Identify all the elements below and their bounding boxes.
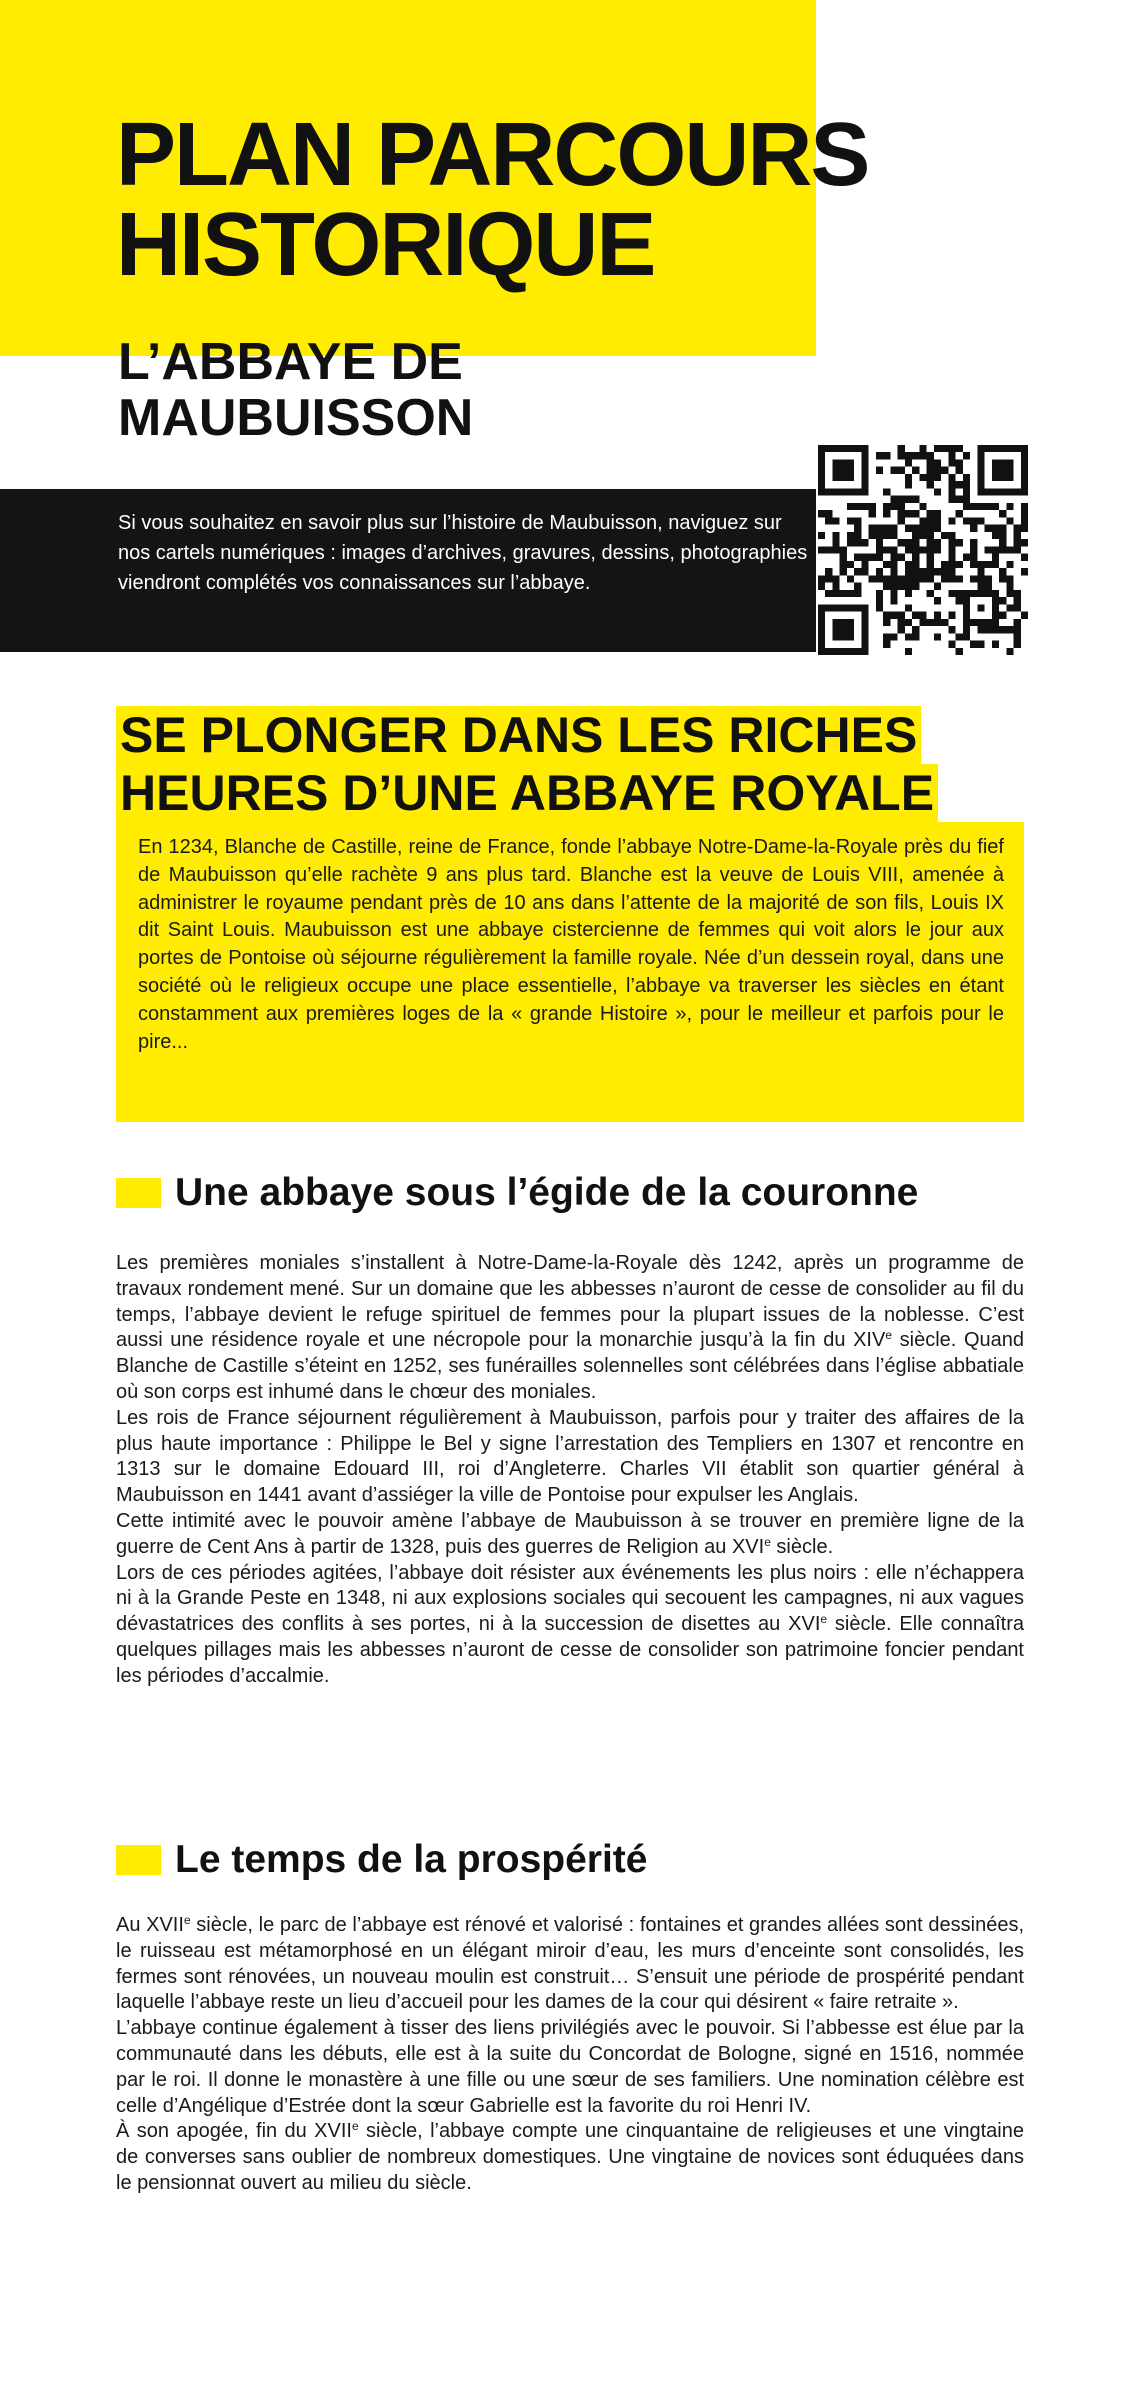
subtitle-line-2: MAUBUISSON xyxy=(118,389,474,447)
subtitle-line-1: L’ABBAYE DE xyxy=(118,333,463,391)
superscript: e xyxy=(820,1611,828,1626)
superscript: e xyxy=(183,1912,191,1927)
text-run: Cette intimité avec le pouvoir amène l’abbaye de Maubuisson à se trouver en première ligne de la guerre de Cent Ans à partir de 1328, puis des guerres de Religion au XVI xyxy=(116,1509,1024,1558)
highlight-text: En 1234, Blanche de Castille, reine de France, fonde l’abbaye Notre-Dame-la-Royale près du fief de Maubuisson qu’elle rachète 9 ans plus tard. Blanche est la veuve de Louis VIII, amenée à administrer le royaume pendant près de 10 ans dans l’attente de la majorité de son fils, Louis IX dit Saint Louis. Maubuisson est une abbaye cistercienne de femmes qui voit alors le jour aux portes de Pontoise où séjourne régulièrement la famille royale. Née d’un dessein royal, dans une société où le religieux occupe une place essentielle, l’abbaye va traverser les siècles en étant constamment aux premières loges de la « grande Histoire », pour le meilleur et parfois pour le pire... xyxy=(138,836,1004,1053)
heading-couronne xyxy=(116,1170,918,1216)
text-run: siècle, le parc de l’abbaye est rénové et valorisé : fontaines et grandes allées sont dessinées, le ruisseau est métamorphosé en un élégant miroir d’eau, les murs d’enceinte sont consolidés, les fermes sont rénovées, un nouveau moulin est construit… S’ensuit une période de prospérité pendant laquelle l’abbaye reste un lieu d’accueil pour les dames de la cour qui désirent « faire retraite ». xyxy=(116,1914,1025,2014)
text-run: Au XVII xyxy=(116,1914,184,1936)
intro-text: Si vous souhaitez en savoir plus sur l’histoire de Maubuisson, naviguez sur nos cartels numériques : images d’archives, gravures, dessins, photographies viendront complétés vos connaissances sur l’abbaye. xyxy=(118,512,808,594)
section-heading-line-2: HEURES D’UNE ABBAYE ROYALE xyxy=(116,764,938,822)
text-run: siècle. xyxy=(770,1535,834,1558)
section-heading xyxy=(116,706,938,822)
paragraph xyxy=(116,1561,1024,1690)
paragraph: Les rois de France séjournent régulièrement à Maubuisson, parfois pour y traiter des affaires de la plus haute importance : Philippe le Bel y signe l’arrestation des Templiers en 1307 et rencontre en 1313 sur le domaine Edouard III, roi d’Angleterre. Charles VII établit son quartier général à Maubuisson en 1441 avant d’assiéger la ville de Pontoise pour expulser les Anglais. xyxy=(116,1406,1024,1507)
heading-couronne-text: Une abbaye sous l’égide de la couronne xyxy=(175,1171,919,1214)
body-prosperite xyxy=(116,1913,1024,2197)
superscript: e xyxy=(885,1328,893,1343)
text-run: siècle. Elle connaîtra quelques pillages mais les abbesses n’auront de cesse de consolider son patrimoine foncier pendant les périodes d’accalmie. xyxy=(116,1613,1024,1687)
section-heading-line-1: SE PLONGER DANS LES RICHES xyxy=(116,706,921,764)
paragraph xyxy=(116,1509,1024,1561)
text-run: Lors de ces périodes agitées, l’abbaye doit résister aux événements les plus noirs : elle n’échappera ni à la Grande Peste en 1348, ni aux explosions sociales qui secouent les campagnes, ni aux vagues dévastatrices des conflits à ses portes, ni à la succession de disettes au XVI xyxy=(116,1561,1024,1636)
paragraph: L’abbaye continue également à tisser des liens privilégiés avec le pouvoir. Si l’abbesse est élue par la communauté dans les débuts, elle est à la suite du Concordat de Bologne, signé en 1516, nommée par le roi. Il donne le monastère à une fille ou une sœur de ses familiers. Une nomination célèbre est celle d’Angélique d’Estrée dont la sœur Gabrielle est la favorite du roi Henri IV. xyxy=(116,2017,1024,2117)
text-run: siècle, l’abbaye compte une cinquantaine de religieuses et une vingtaine de converses sans oublier de nombreux domestiques. Une vingtaine de novices sont éduquées dans le pensionnat ouvert au milieu du siècle. xyxy=(116,2120,1024,2194)
yellow-square-bullet xyxy=(116,1178,161,1208)
title-line-1: PLAN PARCOURS xyxy=(116,105,869,205)
heading-prosperite-text: Le temps de la prospérité xyxy=(175,1838,648,1881)
yellow-square-bullet xyxy=(116,1845,161,1875)
qr-code-icon[interactable] xyxy=(818,445,1028,655)
paragraph xyxy=(116,2119,1024,2196)
page-title xyxy=(116,105,869,295)
body-couronne xyxy=(116,1251,1024,1690)
text-run: siècle. Quand Blanche de Castille s’éteint en 1252, ses funérailles solennelles sont célébrées dans l’église abbatiale où son corps est inhumé dans le chœur des moniales. xyxy=(116,1329,1024,1403)
text-run: Les premières moniales s’installent à Notre-Dame-la-Royale dès 1242, après un programme de travaux rondement mené. Sur un domaine que les abbesses n’auront de cesse de consolider au fil du temps, l’abbaye devient le refuge spirituel de femmes pour la plupart issues de la noblesse. C’est aussi une résidence royale et une nécropole pour la monarchie jusqu’à la fin du XIV xyxy=(116,1252,1024,1352)
paragraph xyxy=(116,1251,1024,1406)
title-line-2: HISTORIQUE xyxy=(116,195,655,295)
text-run: À son apogée, fin du XVII xyxy=(116,2120,352,2143)
heading-prosperite xyxy=(116,1837,647,1883)
paragraph xyxy=(116,1913,1024,2016)
page-subtitle xyxy=(118,334,473,446)
superscript: e xyxy=(764,1534,771,1549)
superscript: e xyxy=(351,2119,359,2134)
